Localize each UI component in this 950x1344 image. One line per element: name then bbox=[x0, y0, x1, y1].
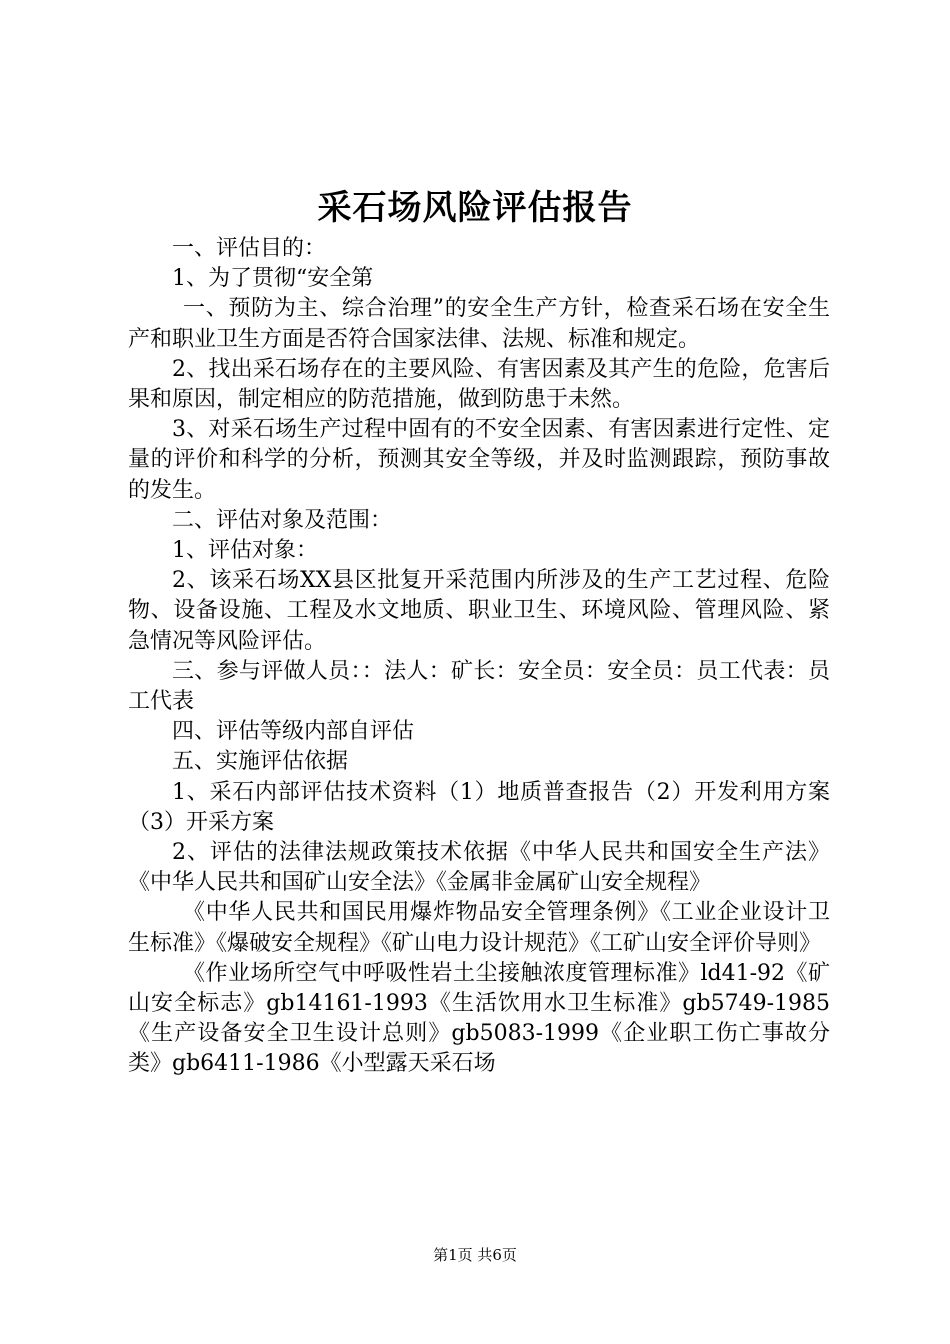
paragraph: 一、预防为主、综合治理”的安全生产方针，检查采石场在安全生产和职业卫生方面是否符合国家法律、法规、标准和规定。 bbox=[128, 296, 830, 352]
paragraph: 2、找出采石场存在的主要风险、有害因素及其产生的危险，危害后果和原因，制定相应的防范措施，做到防患于未然。 bbox=[128, 356, 830, 413]
paragraph-section-1-heading: 一、评估目的： bbox=[172, 236, 327, 261]
paragraph: 2、该采石场XX县区批复开采范围内所涉及的生产工艺过程、危险物、设备设施、工程及水文地质、职业卫生、环境风险、管理风险、紧急情况等风险评估。 bbox=[128, 568, 830, 654]
paragraph: 《作业场所空气中呼吸性岩土尘接触浓度管理标准》ld41-92《矿山安全标志》gb14161-1993《生活饮用水卫生标准》gb5749-1985《生产设备安全卫生设计总则》gb5083-1999《企业职工伤亡事故分类》gb6411-1986《小型露天采石场 bbox=[128, 960, 830, 1077]
paragraph: 1、为了贯彻“安全第 bbox=[172, 266, 374, 292]
paragraph: 3、对采石场生产过程中固有的不安全因素、有害因素进行定性、定量的评价和科学的分析，预测其安全等级，并及时监测跟踪，预防事故的发生。 bbox=[128, 417, 830, 503]
paragraph-section-3-heading: 三、参与评做人员：：法人：矿长：安全员：安全员：员工代表：员工代表 bbox=[128, 658, 830, 715]
paragraph: 《中华人民共和国民用爆炸物品安全管理条例》《工业企业设计卫生标准》《爆破安全规程》《矿山电力设计规范》《工矿山安全评价导则》 bbox=[128, 900, 830, 956]
paragraph: 1、评估对象： bbox=[172, 538, 318, 564]
paragraph-section-5-heading: 五、实施评估依据 bbox=[172, 749, 349, 775]
document-body bbox=[128, 234, 830, 1080]
paragraph: 2、评估的法律法规政策技术依据《中华人民共和国安全生产法》《中华人民共和国矿山安全法》《金属非金属矿山安全规程》 bbox=[128, 840, 830, 896]
document-title: 采石场风险评估报告 bbox=[317, 188, 633, 228]
paragraph-section-2-heading: 二、评估对象及范围： bbox=[172, 507, 393, 533]
page-number-footer: 第1页 共6页 bbox=[433, 1246, 517, 1264]
paragraph: 1、采石内部评估技术资料（1）地质普查报告（2）开发利用方案（3）开采方案 bbox=[128, 779, 830, 835]
paragraph-section-4-heading: 四、评估等级内部自评估 bbox=[172, 719, 415, 745]
